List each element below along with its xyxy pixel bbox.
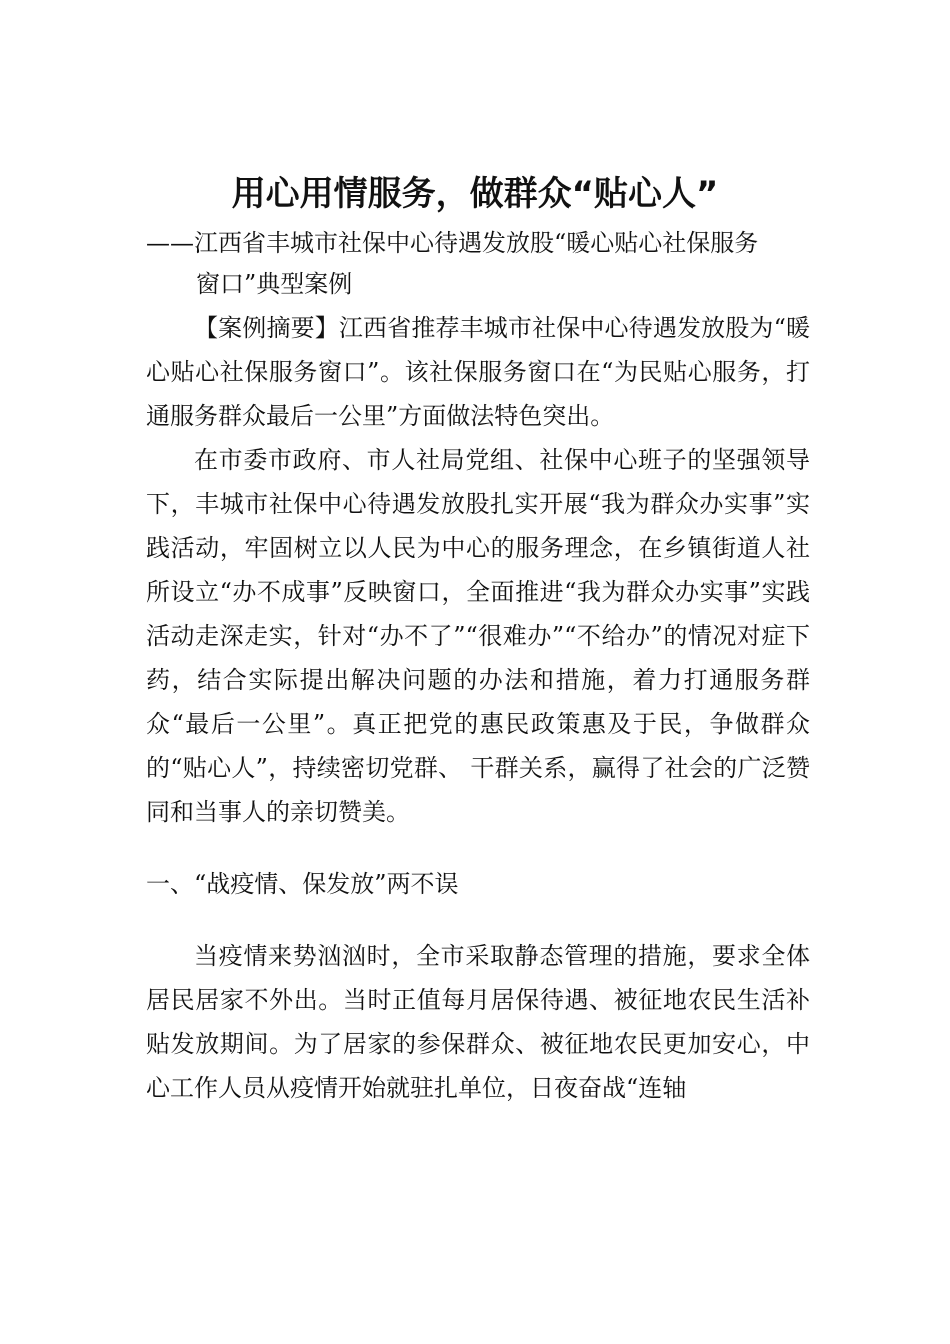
document-subtitle-line-2: 窗口”典型案例 xyxy=(196,270,353,298)
document-subtitle-line-1: ——江西省丰城市社保中心待遇发放股“暖心贴心社保服务 xyxy=(146,229,759,257)
section-1-paragraph: 当疫情来势汹汹时，全市采取静态管理的措施，要求全体居民居家不外出。当时正值每月居保待遇、被征地农民生活补贴发放期间。为了居家的参保群众、被征地农民更加安心，中心工作人员从疫情开始就驻扎单位，日夜奋战“连轴 xyxy=(146,942,810,1102)
case-summary-paragraph: 【案例摘要】江西省推荐丰城市社保中心待遇发放股为“暖心贴心社保服务窗口”。该社保服务窗口在“为民贴心服务，打通服务群众最后一公里”方面做法特色突出。 xyxy=(146,314,810,430)
section-1-heading: 一、“战疫情、保发放”两不误 xyxy=(146,870,459,898)
document-title: 用心用情服务，做群众“贴心人” xyxy=(231,174,719,214)
body-paragraph: 在市委市政府、市人社局党组、社保中心班子的坚强领导下，丰城市社保中心待遇发放股扎实开展“我为群众办实事”实践活动，牢固树立以人民为中心的服务理念，在乡镇街道人社所设立“办不成事”反映窗口，全面推进“我为群众办实事”实践活动走深走实，针对“办不了”“很难办”“不给办”的情况对症下药，结合实际提出解决问题的办法和措施，着力打通服务群众“最后一公里”。真正把党的惠民政策惠及于民，争做群众的“贴心人”，持续密切党群、 干群关系，赢得了社会的广泛赞同和当事人的亲切赞美。 xyxy=(146,446,810,826)
